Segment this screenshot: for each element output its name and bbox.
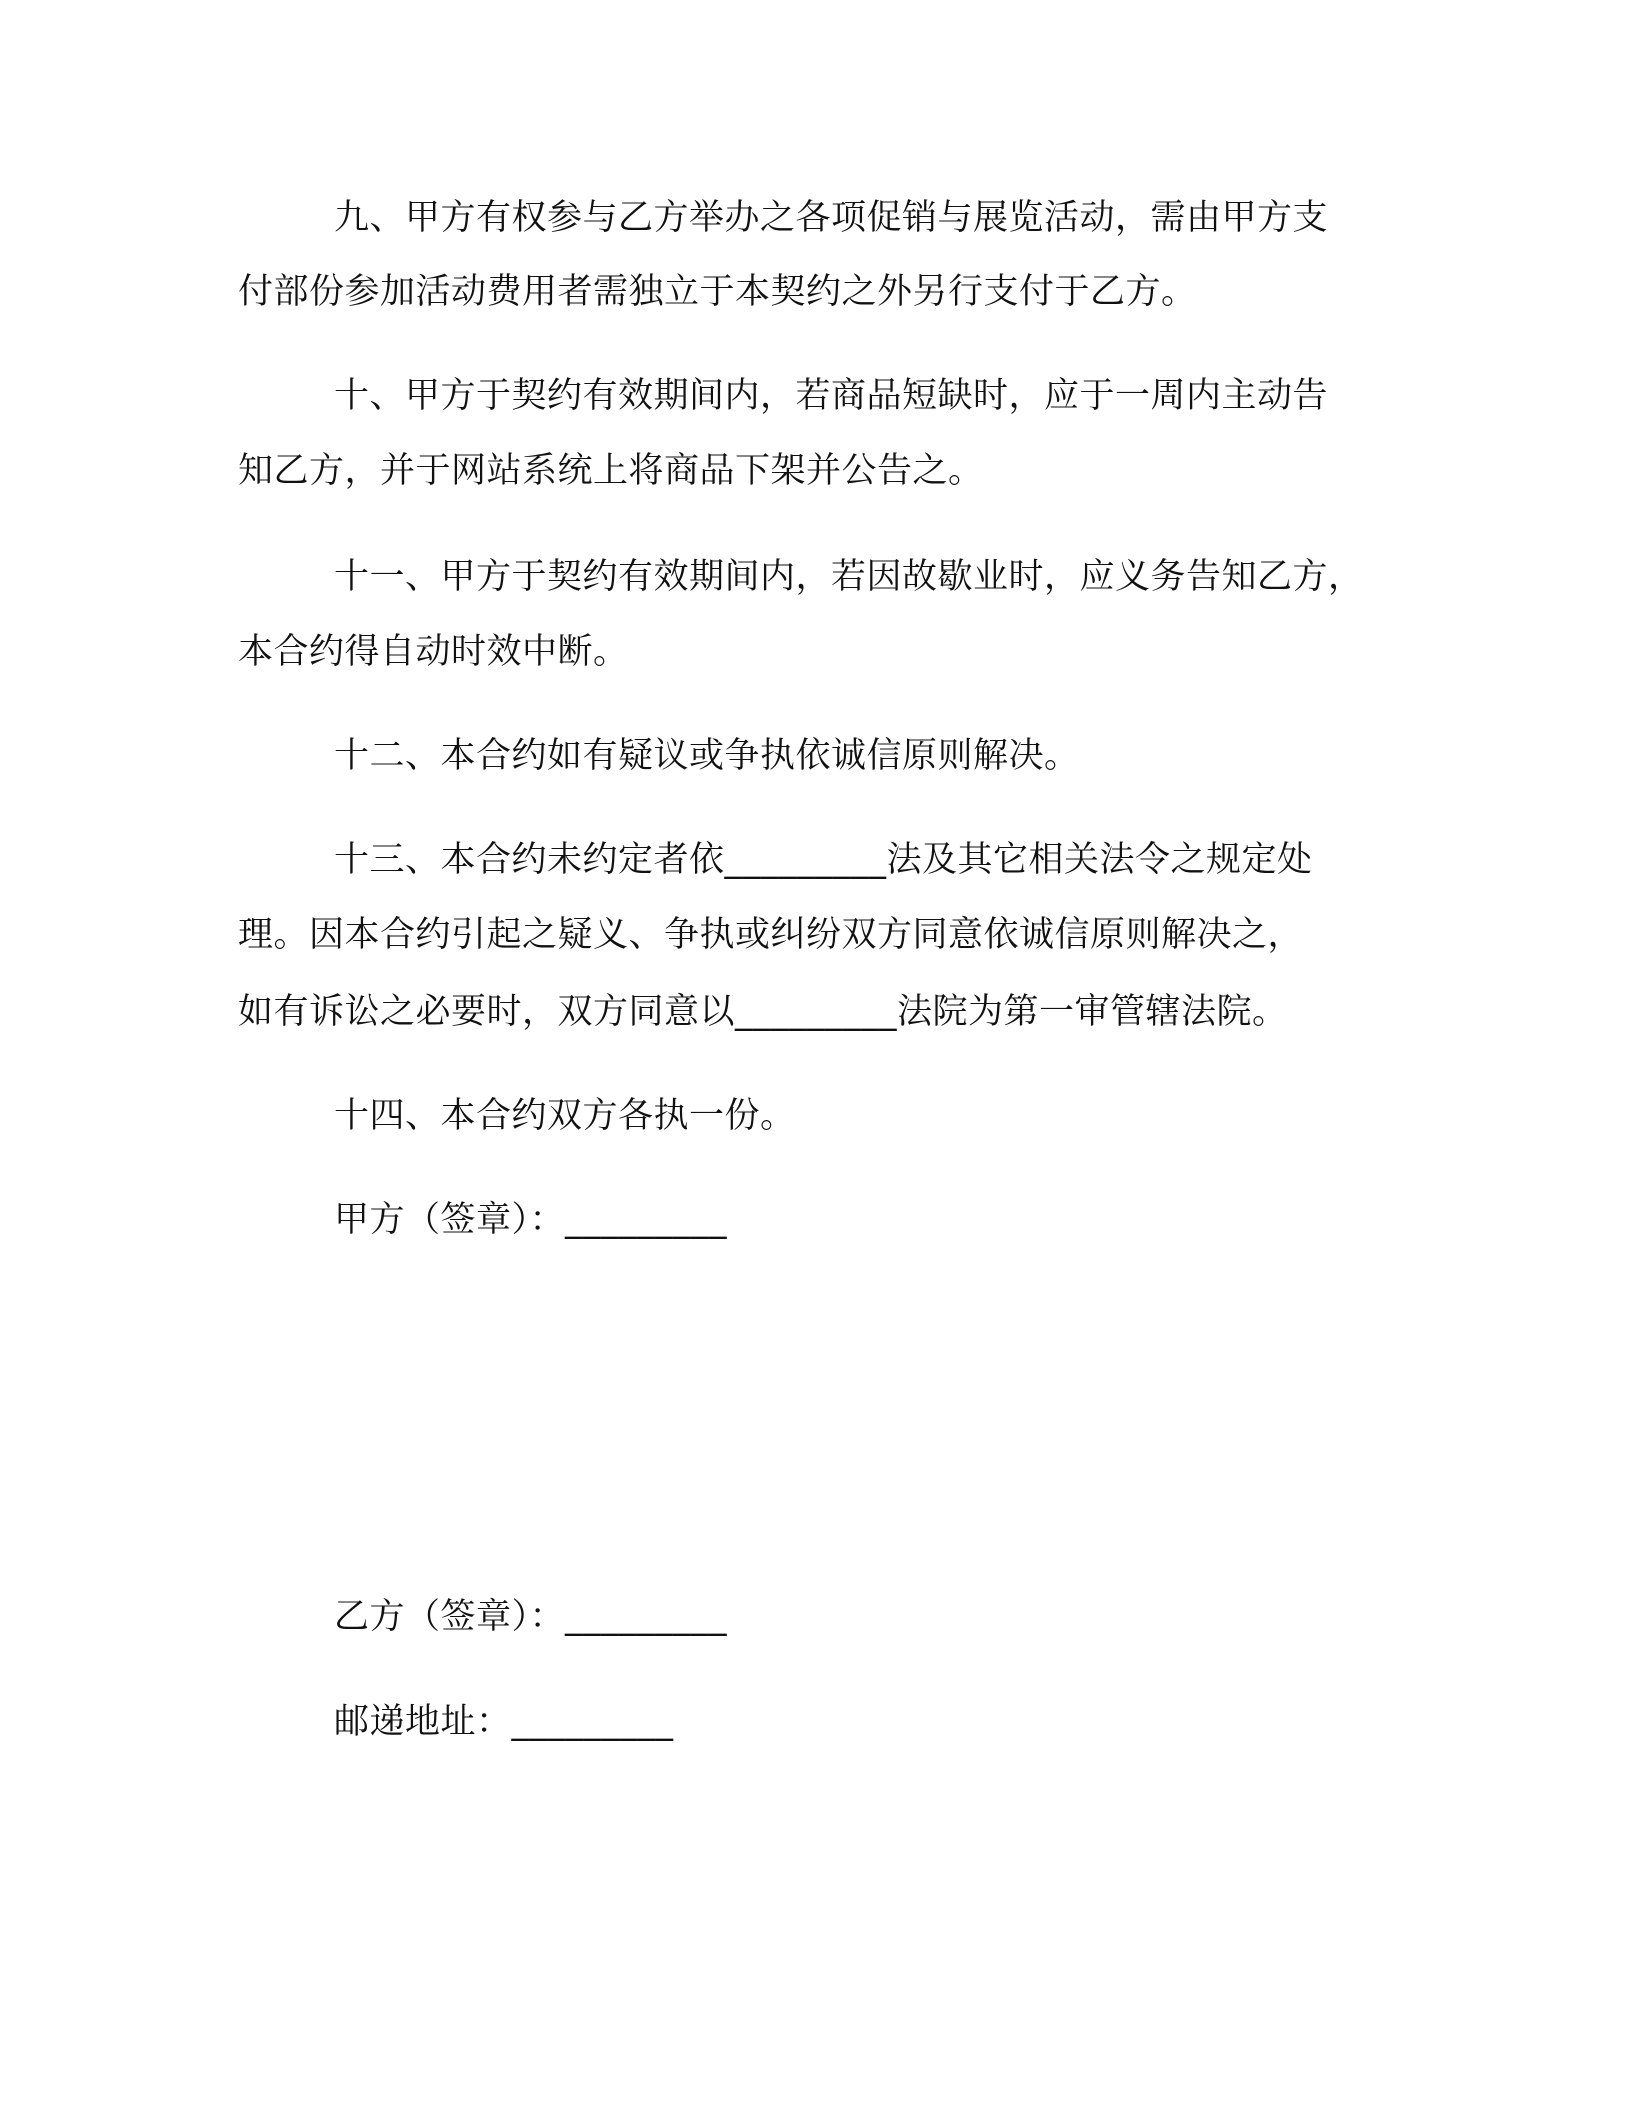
- clause-eleven-line-2: 本合约得自动时效中断。: [238, 632, 629, 672]
- clause-nine-line-1: 九、甲方有权参与乙方举办之各项促销与展览活动，需由甲方支: [334, 198, 1329, 238]
- clause-ten-line-1: 十、甲方于契约有效期间内，若商品短缺时，应于一周内主动告: [334, 376, 1329, 416]
- clause-ten-line-2: 知乙方，并于网站系统上将商品下架并公告之。: [238, 451, 984, 491]
- clause-eleven-line-1: 十一、甲方于契约有效期间内，若因故歇业时，应义务告知乙方，: [334, 557, 1364, 597]
- clause-thirteen-line-1: 十三、本合约未约定者依_________法及其它相关法令之规定处: [334, 840, 1313, 880]
- clause-fourteen-line-1: 十四、本合约双方各执一份。: [334, 1096, 796, 1136]
- party-a-signature-field: 甲方（签章）：_________: [334, 1200, 728, 1240]
- party-b-signature-field: 乙方（签章）：_________: [334, 1597, 728, 1637]
- clause-twelve-line-1: 十二、本合约如有疑议或争执依诚信原则解决。: [334, 736, 1080, 776]
- mailing-address-field: 邮递地址：_________: [334, 1702, 674, 1742]
- clause-thirteen-line-2: 理。因本合约引起之疑义、争执或纠纷双方同意依诚信原则解决之，: [238, 915, 1304, 955]
- clause-thirteen-line-3: 如有诉讼之必要时，双方同意以_________法院为第一审管辖法院。: [238, 992, 1288, 1032]
- clause-nine-line-2: 付部份参加活动费用者需独立于本契约之外另行支付于乙方。: [238, 272, 1197, 312]
